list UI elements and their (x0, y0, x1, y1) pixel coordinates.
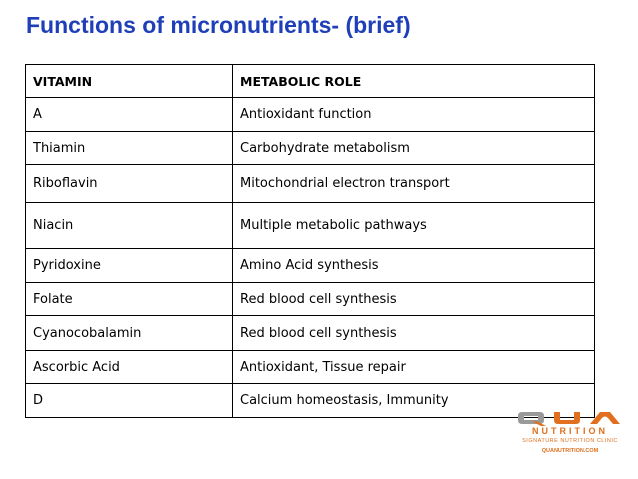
role-cell: Amino Acid synthesis (233, 249, 595, 283)
vitamin-cell: Pyridoxine (26, 249, 233, 283)
table-row (26, 316, 595, 351)
vitamin-cell: Thiamin (26, 132, 233, 165)
vitamin-cell: Niacin (26, 203, 233, 249)
vitamin-cell: Cyanocobalamin (26, 316, 233, 351)
header-metabolic-role: METABOLIC ROLE (233, 65, 595, 98)
role-cell: Calcium homeostasis, Immunity (233, 384, 595, 418)
vitamin-cell: Folate (26, 283, 233, 316)
qua-nutrition-logo (514, 410, 626, 466)
table-row (26, 283, 595, 316)
role-cell: Red blood cell synthesis (233, 283, 595, 316)
vitamin-cell: Riboflavin (26, 165, 233, 203)
role-cell: Antioxidant function (233, 98, 595, 132)
table-row (26, 249, 595, 283)
role-cell: Mitochondrial electron transport (233, 165, 595, 203)
role-cell: Red blood cell synthesis (233, 316, 595, 351)
logo-nutrition-text: NUTRITION (532, 426, 608, 436)
micronutrient-table (25, 64, 595, 418)
qua-wordmark-icon (514, 410, 626, 426)
table-row (26, 384, 595, 418)
table-row (26, 132, 595, 165)
table-row (26, 351, 595, 384)
table-header-row (26, 65, 595, 98)
table-row (26, 203, 595, 249)
vitamin-cell: Ascorbic Acid (26, 351, 233, 384)
table-row (26, 98, 595, 132)
role-cell: Multiple metabolic pathways (233, 203, 595, 249)
logo-tagline-text: SIGNATURE NUTRITION CLINIC (522, 438, 618, 444)
table-row (26, 165, 595, 203)
vitamin-cell: D (26, 384, 233, 418)
page-title: Functions of micronutrients- (brief) (26, 12, 411, 38)
role-cell: Antioxidant, Tissue repair (233, 351, 595, 384)
header-vitamin: VITAMIN (26, 65, 233, 98)
logo-website-text: QUANUTRITION.COM (541, 448, 599, 454)
vitamin-cell: A (26, 98, 233, 132)
role-cell: Carbohydrate metabolism (233, 132, 595, 165)
